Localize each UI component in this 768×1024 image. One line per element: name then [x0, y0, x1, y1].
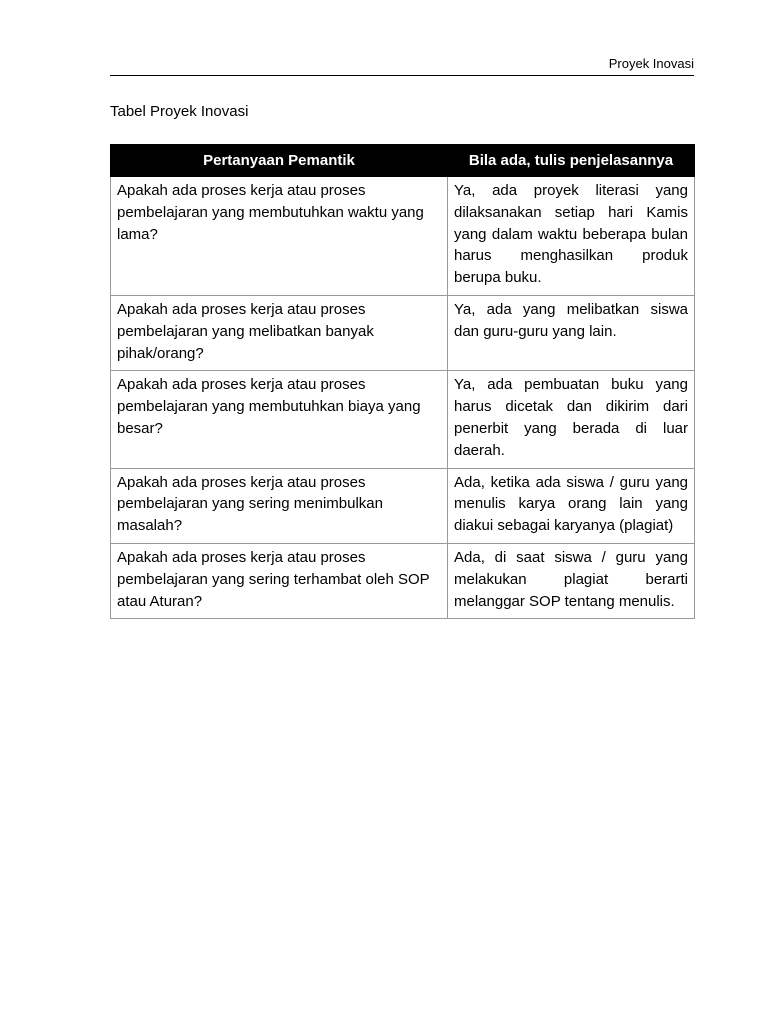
answer-cell: Ya, ada pembuatan buku yang harus dicetak dan dikirim dari penerbit yang berada di luar daerah.: [448, 371, 695, 468]
table-row: [111, 371, 695, 468]
column-header-explanation: Bila ada, tulis penjelasannya: [448, 145, 695, 177]
question-cell: Apakah ada proses kerja atau proses pembelajaran yang sering terhambat oleh SOP atau Aturan?: [111, 543, 448, 618]
answer-cell: Ya, ada proyek literasi yang dilaksanakan setiap hari Kamis yang dalam waktu beberapa bulan harus menghasilkan produk berupa buku.: [448, 177, 695, 296]
question-cell: Apakah ada proses kerja atau proses pembelajaran yang membutuhkan biaya yang besar?: [111, 371, 448, 468]
table-row: [111, 295, 695, 370]
answer-cell: Ada, di saat siswa / guru yang melakukan plagiat berarti melanggar SOP tentang menulis.: [448, 543, 695, 618]
question-cell: Apakah ada proses kerja atau proses pembelajaran yang melibatkan banyak pihak/orang?: [111, 295, 448, 370]
innovation-table: [110, 144, 695, 619]
answer-cell: Ya, ada yang melibatkan siswa dan guru-guru yang lain.: [448, 295, 695, 370]
column-header-question: Pertanyaan Pemantik: [111, 145, 448, 177]
page-header: [110, 56, 694, 76]
question-cell: Apakah ada proses kerja atau proses pembelajaran yang sering menimbulkan masalah?: [111, 468, 448, 543]
table-header-row: [111, 145, 695, 177]
running-title: Proyek Inovasi: [608, 56, 694, 71]
table-row: [111, 543, 695, 618]
table-row: [111, 468, 695, 543]
answer-cell: Ada, ketika ada siswa / guru yang menulis karya orang lain yang diakui sebagai karyanya (plagiat): [448, 468, 695, 543]
document-title: Tabel Proyek Inovasi: [110, 103, 249, 120]
table-row: [111, 177, 695, 296]
question-cell: Apakah ada proses kerja atau proses pembelajaran yang membutuhkan waktu yang lama?: [111, 177, 448, 296]
